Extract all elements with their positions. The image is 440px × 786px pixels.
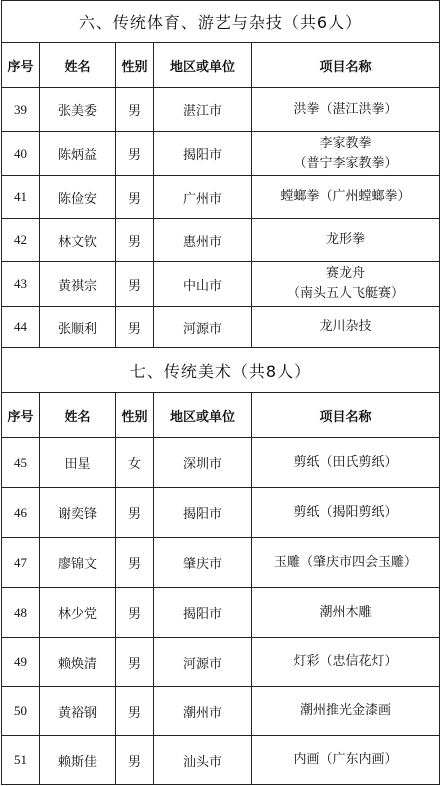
header-name: 姓名 [40, 43, 116, 88]
row-name: 赖斯佳 [40, 736, 116, 785]
row-region: 河源市 [154, 638, 252, 687]
row-no: 39 [2, 88, 40, 132]
row-no: 43 [2, 262, 40, 307]
row-name: 张美委 [40, 88, 116, 132]
row-no: 46 [2, 488, 40, 538]
header-row [2, 393, 440, 438]
row-name: 林文钦 [40, 219, 116, 262]
row-name: 廖锦文 [40, 538, 116, 588]
row-name: 赖焕清 [40, 638, 116, 687]
row-gender: 男 [116, 588, 154, 638]
project-line: 洪拳（湛江洪拳） [293, 101, 398, 117]
row-gender: 男 [116, 538, 154, 588]
header-region: 地区或单位 [154, 43, 252, 88]
row-name: 黄祺宗 [40, 262, 116, 307]
row-no: 40 [2, 132, 40, 176]
row-region: 肇庆市 [154, 538, 252, 588]
row-gender: 男 [116, 176, 154, 219]
header-project: 项目名称 [252, 393, 440, 438]
row-no: 41 [2, 176, 40, 219]
row-project [252, 638, 440, 687]
row-gender: 男 [116, 638, 154, 687]
project-line: 潮州推光金漆画 [300, 703, 392, 718]
row-no: 50 [2, 687, 40, 736]
table-row [2, 438, 440, 488]
row-gender: 男 [116, 132, 154, 176]
row-region: 河源市 [154, 307, 252, 348]
header-gender: 性别 [116, 43, 154, 88]
row-no: 45 [2, 438, 40, 488]
row-project [252, 588, 440, 638]
row-region: 揭阳市 [154, 132, 252, 176]
row-region: 揭阳市 [154, 588, 252, 638]
table-row [2, 687, 440, 736]
project-line: （普宁李家教拳） [293, 155, 398, 171]
row-no: 42 [2, 219, 40, 262]
row-no: 48 [2, 588, 40, 638]
project-line: 龙形拳 [326, 232, 366, 247]
row-project [252, 176, 440, 219]
row-region: 揭阳市 [154, 488, 252, 538]
project-line: 潮州木雕 [319, 604, 372, 620]
row-project [252, 438, 440, 488]
table-row [2, 538, 440, 588]
project-line: 灯彩（忠信花灯） [293, 654, 398, 669]
row-gender: 男 [116, 262, 154, 307]
table-row [2, 638, 440, 687]
table-row [2, 88, 440, 132]
row-region: 汕头市 [154, 736, 252, 785]
header-region: 地区或单位 [154, 393, 252, 438]
row-region: 潮州市 [154, 687, 252, 736]
project-line: 内画（广东内画） [293, 752, 398, 767]
row-project [252, 488, 440, 538]
row-gender: 男 [116, 307, 154, 348]
row-no: 51 [2, 736, 40, 785]
row-project [252, 219, 440, 262]
row-gender: 男 [116, 736, 154, 785]
row-name: 林少党 [40, 588, 116, 638]
table-row [2, 307, 440, 348]
table-row [2, 132, 440, 176]
row-region: 深圳市 [154, 438, 252, 488]
table-row [2, 736, 440, 785]
section-title: 六、传统体育、游艺与杂技（共6人） [2, 1, 440, 43]
row-project [252, 538, 440, 588]
table-row [2, 176, 440, 219]
row-name: 陈炳益 [40, 132, 116, 176]
header-no: 序号 [2, 393, 40, 438]
row-region: 湛江市 [154, 88, 252, 132]
header-project: 项目名称 [252, 43, 440, 88]
table-row [2, 588, 440, 638]
header-row [2, 43, 440, 88]
row-gender: 男 [116, 88, 154, 132]
project-line: 赛龙舟 [326, 266, 366, 281]
project-line: 玉雕（肇庆市四会玉雕） [274, 554, 418, 570]
section-title-row [2, 1, 440, 43]
table-row [2, 488, 440, 538]
project-line: 李家教拳 [319, 135, 372, 151]
row-no: 47 [2, 538, 40, 588]
row-gender: 男 [116, 488, 154, 538]
project-line: 剪纸（揭阳剪纸） [293, 504, 398, 520]
row-no: 49 [2, 638, 40, 687]
row-project [252, 262, 440, 307]
project-line: 龙川杂技 [319, 319, 372, 334]
row-region: 中山市 [154, 262, 252, 307]
row-project [252, 736, 440, 785]
project-line: 螳螂拳（广州螳螂拳） [280, 189, 411, 204]
row-name: 黄裕钢 [40, 687, 116, 736]
header-no: 序号 [2, 43, 40, 88]
row-project [252, 132, 440, 176]
header-name: 姓名 [40, 393, 116, 438]
row-gender: 男 [116, 219, 154, 262]
row-name: 张顺利 [40, 307, 116, 348]
project-line: 剪纸（田氏剪纸） [293, 454, 398, 470]
section-title: 七、传统美术（共8人） [2, 348, 440, 393]
row-name: 陈俭安 [40, 176, 116, 219]
row-project [252, 687, 440, 736]
table-row [2, 262, 440, 307]
row-project [252, 88, 440, 132]
section-title-row [2, 348, 440, 393]
row-name: 谢奕锋 [40, 488, 116, 538]
row-name: 田星 [40, 438, 116, 488]
row-region: 惠州市 [154, 219, 252, 262]
row-region: 广州市 [154, 176, 252, 219]
heritage-table [1, 0, 440, 785]
row-gender: 男 [116, 687, 154, 736]
project-line: （南头五人飞艇赛） [287, 286, 405, 301]
header-gender: 性别 [116, 393, 154, 438]
row-no: 44 [2, 307, 40, 348]
table-row [2, 219, 440, 262]
row-project [252, 307, 440, 348]
row-gender: 女 [116, 438, 154, 488]
